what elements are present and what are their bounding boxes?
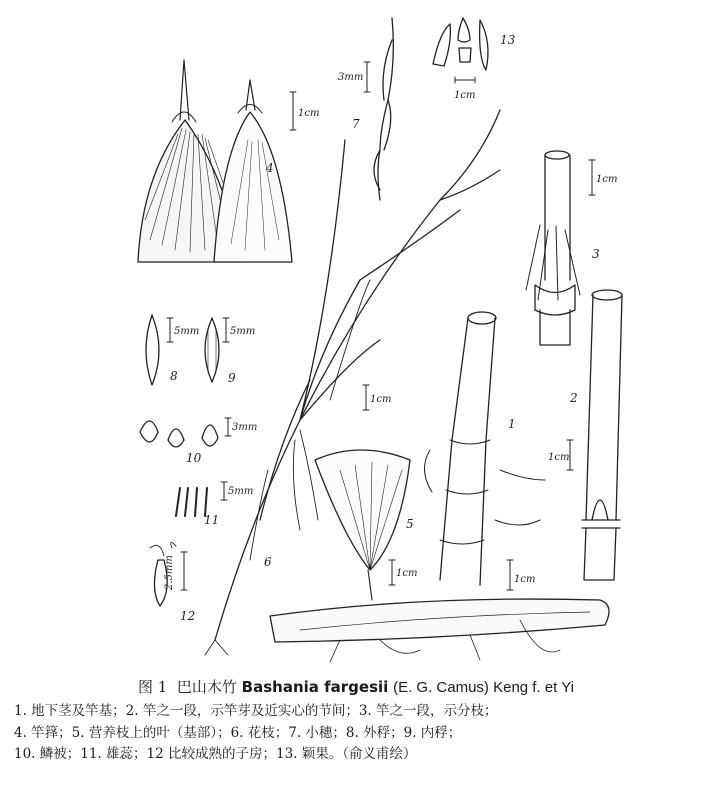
scale-label-panel-1: 1cm	[514, 574, 536, 585]
panel-number-7: 7	[352, 117, 360, 131]
spikelet-drawing	[364, 18, 393, 200]
panel-number-1: 1	[508, 417, 516, 431]
panel-number-10: 10	[186, 451, 202, 465]
scale-label-panel-3: 1cm	[596, 174, 618, 185]
panel-number-9: 9	[228, 371, 236, 385]
caption-line-2: 4. 竿箨；5. 营养枝上的叶（基部）；6. 花枝；7. 小穗；8. 外稃；9. 内稃；	[14, 724, 462, 741]
scale-label-panel-12: 2.5mm	[164, 555, 175, 590]
panel-number-2: 2	[570, 391, 578, 405]
rhizome-and-culm-base-drawing	[270, 312, 609, 662]
caption-title	[0, 676, 712, 699]
culm-segment-branching-drawing	[526, 151, 595, 345]
chinese-species-name: 巴山木竹	[176, 678, 237, 696]
panel-number-12: 12	[180, 609, 196, 623]
scale-label-panel-5: 1cm	[396, 568, 418, 579]
caryopsis-drawing	[433, 18, 488, 83]
panel-number-13: 13	[500, 33, 516, 47]
figure-caption	[0, 676, 712, 766]
scale-label-panel-9: 5mm	[230, 326, 256, 337]
scale-label-panel-10: 3mm	[232, 422, 258, 433]
panel-number-3: 3	[592, 247, 600, 261]
culm-segment-bud-drawing	[567, 290, 622, 580]
lemma-drawing	[146, 315, 173, 385]
scale-label-panel-8: 5mm	[174, 326, 200, 337]
scale-label-panel-2: 1cm	[548, 452, 570, 463]
scale-label-panel-13: 1cm	[454, 90, 476, 101]
scale-label-panel-4: 1cm	[298, 108, 320, 119]
caption-line-3: 10. 鳞被；11. 雄蕊；12 比较成熟的子房；13. 颖果。（俞义甫绘）	[14, 746, 417, 762]
figure-number: 图 1	[138, 678, 168, 696]
scientific-name: Bashania fargesii	[241, 678, 389, 696]
panel-number-11: 11	[204, 513, 220, 527]
caption-line-1: 1. 地下茎及竿基；2. 竿之一段，示竿芽及近实心的节间；3. 竿之一段，示分枝；	[14, 703, 498, 719]
scale-label-panel-6: 1cm	[370, 394, 392, 405]
panel-number-6: 6	[264, 555, 272, 569]
scale-label-panel-11: 5mm	[228, 486, 254, 497]
stamen-drawing	[176, 482, 227, 516]
scale-label-panel-7: 3mm	[338, 72, 364, 83]
lodicule-drawing	[140, 418, 231, 447]
panel-number-8: 8	[170, 369, 178, 383]
panel-number-4: 4	[266, 161, 274, 175]
author-citation: (E. G. Camus) Keng f. et Yi	[393, 679, 574, 696]
palea-drawing	[205, 318, 229, 382]
panel-number-5: 5	[406, 517, 414, 531]
